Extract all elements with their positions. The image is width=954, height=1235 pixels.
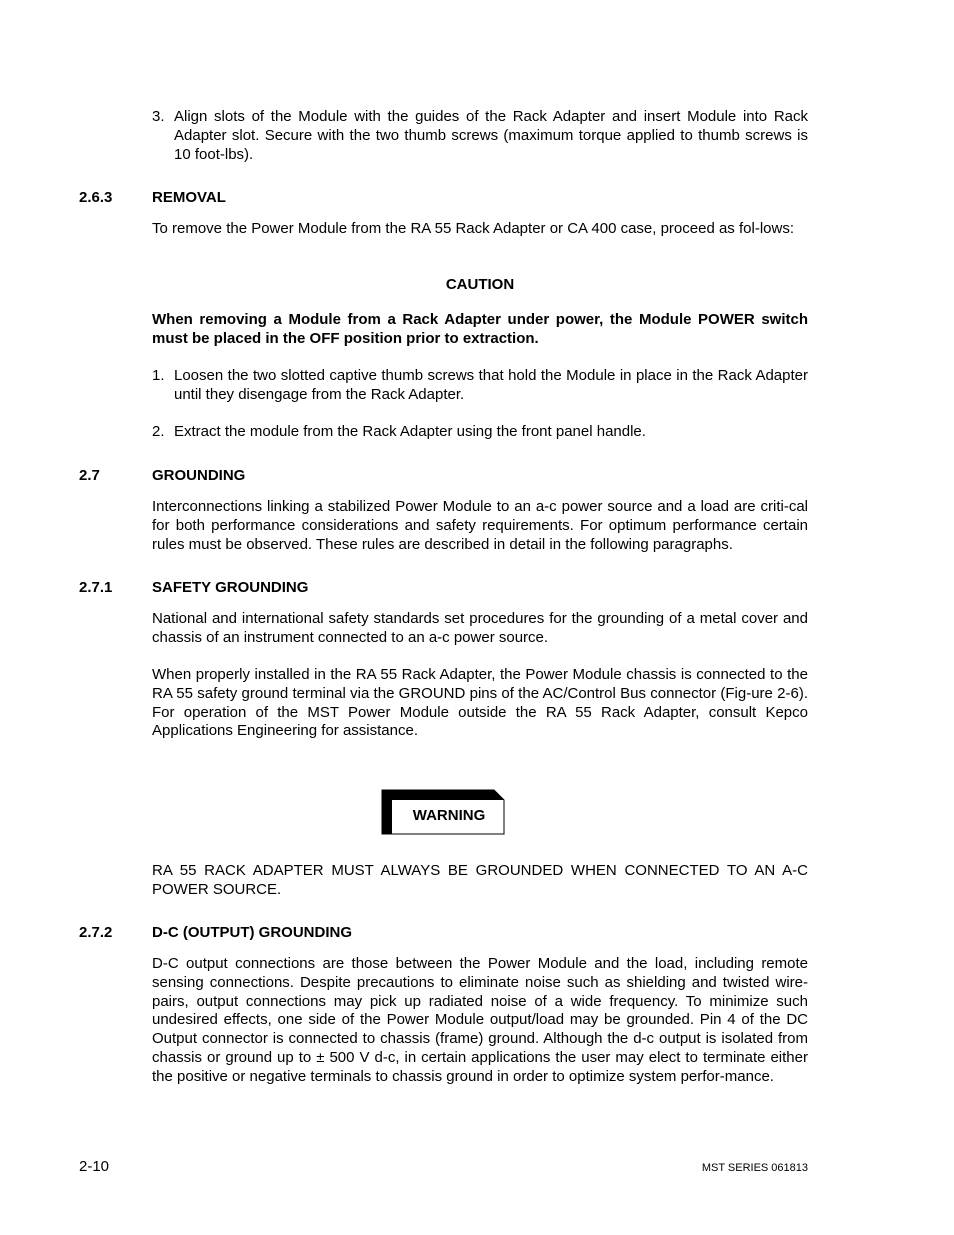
list-number: 3. <box>152 108 165 125</box>
list-text: Extract the module from the Rack Adapter using the front panel handle. <box>174 423 646 440</box>
list-text: Align slots of the Module with the guides of the Rack Adapter and insert Module into Rack Adapter slot. Secure with the two thumb screws (maximum torque applied to thumb screws is 10 foot-lbs). <box>174 108 808 163</box>
removal-intro: To remove the Power Module from the RA 55 Rack Adapter or CA 400 case, proceed as fol-lows: <box>152 220 794 237</box>
list-item-step-3 <box>152 108 808 164</box>
list-number: 1. <box>152 367 165 384</box>
section-number-2-7-2: 2.7.2 <box>79 924 113 941</box>
page-number: 2-10 <box>79 1158 110 1175</box>
warning-text: RA 55 RACK ADAPTER MUST ALWAYS BE GROUNDED WHEN CONNECTED TO AN A-C POWER SOURCE. <box>152 862 808 898</box>
warning-label: WARNING <box>412 807 486 824</box>
section-number-2-7-1: 2.7.1 <box>79 579 113 596</box>
document-id: MST SERIES 061813 <box>701 1162 808 1174</box>
list-text: Loosen the two slotted captive thumb screws that hold the Module in place in the Rack Adapter until they disengage from the Rack Adapter. <box>174 367 808 403</box>
safety-paragraph-2: When properly installed in the RA 55 Rack Adapter, the Power Module chassis is connected to the RA 55 safety ground terminal via the GROUND pins of the AC/Control Bus connector (Fig-ure 2-6). For operation of the MST Power Module outside the RA 55 Rack Adapter, consult Kepco Applications Engineering for assistance. <box>152 666 808 740</box>
section-title-safety-grounding: SAFETY GROUNDING <box>152 579 309 596</box>
caution-text: When removing a Module from a Rack Adapter under power, the Module POWER switch must be placed in the OFF position prior to extraction. <box>152 311 808 347</box>
section-title-dc-output-grounding: D-C (OUTPUT) GROUNDING <box>152 924 352 941</box>
section-title-removal: REMOVAL <box>152 189 226 206</box>
section-number-2-7: 2.7 <box>79 467 100 484</box>
warning-box <box>381 789 505 835</box>
grounding-paragraph: Interconnections linking a stabilized Power Module to an a-c power source and a load are criti-cal for both performance considerations and safety requirements. For optimum performance certain rules must be observed. These rules are described in detail in the following paragraphs. <box>152 498 808 553</box>
list-item-step-1 <box>152 367 808 405</box>
section-number-2-6-3: 2.6.3 <box>79 189 113 206</box>
section-title-grounding: GROUNDING <box>152 467 246 484</box>
dc-grounding-paragraph: D-C output connections are those between the Power Module and the load, including remote sensing connections. Despite precautions to eliminate noise such as shielding and twisted wire-pairs, output connections may pick up radiated noise of a wide frequency. To minimize such undesired effects, one side of the Power Module output/load may be grounded. Pin 4 of the DC Output connector is connected to chassis (frame) ground. Although the d-c output is isolated from chassis or ground up to ± 500 V d-c, in certain applications the user may elect to terminate either the positive or negative terminals to chassis ground in order to optimize system perfor-mance. <box>152 955 808 1085</box>
safety-paragraph-1: National and international safety standards set procedures for the grounding of a metal cover and chassis of an instrument connected to an a-c power source. <box>152 610 808 646</box>
list-number: 2. <box>152 423 165 440</box>
list-item-step-2 <box>152 423 808 442</box>
caution-title: CAUTION <box>445 276 515 293</box>
